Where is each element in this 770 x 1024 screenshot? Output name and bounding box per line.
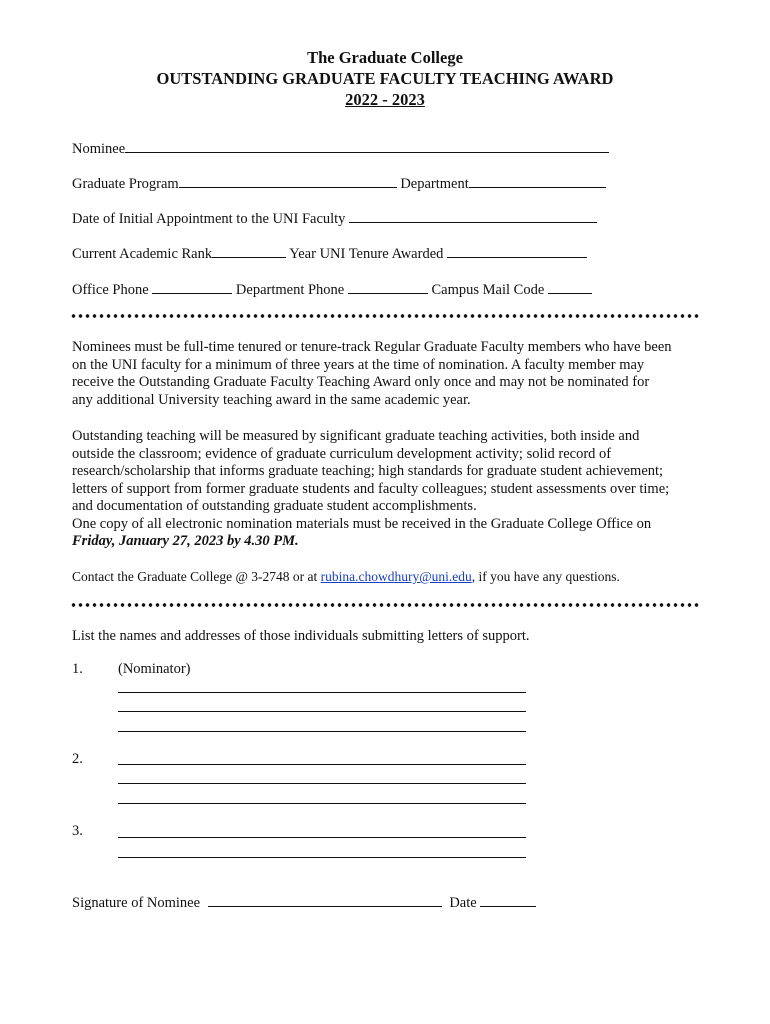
tenure-awarded-label: Year UNI Tenure Awarded <box>289 246 444 262</box>
support-item-1-line-1[interactable] <box>118 692 526 693</box>
support-instruction: List the names and addresses of those individuals submitting letters of support. <box>72 628 530 644</box>
academic-rank-label: Current Academic Rank <box>72 246 213 262</box>
tenure-awarded-blank[interactable] <box>447 244 587 258</box>
department-phone-label: Department Phone <box>235 282 345 298</box>
department-label: Department <box>400 176 469 192</box>
signature-label: Signature of Nominee <box>72 895 201 911</box>
support-item-1-line-3[interactable] <box>118 731 526 732</box>
support-item-1-number: 1. <box>72 661 83 677</box>
initial-appointment-blank[interactable] <box>349 209 597 223</box>
initial-appointment-label: Date of Initial Appointment to the UNI Faculty <box>72 211 346 227</box>
eligibility-paragraph: Nominees must be full-time tenured or tenure-track Regular Graduate Faculty members who have been on the UNI faculty for a minimum of three years at the time of nomination. A faculty member may receive the Outstanding Graduate Faculty Teaching Award only once and may not be nominated for any additional University teaching award in the same academic year. <box>72 339 672 408</box>
phone-mail-row <box>72 280 592 299</box>
support-item-3-number: 3. <box>72 823 83 839</box>
office-phone-label: Office Phone <box>72 282 149 298</box>
dotted-divider-bottom <box>70 603 700 607</box>
college-title: The Graduate College <box>307 48 463 67</box>
rank-tenure-row <box>72 244 587 263</box>
academic-rank-blank[interactable] <box>212 244 286 258</box>
contact-line: Contact the Graduate College @ 3-2748 or at rubina.chowdhury@uni.edu, if you have any questions. <box>72 569 620 584</box>
nominee-label: Nominee <box>72 141 126 157</box>
graduate-program-blank[interactable] <box>179 174 397 188</box>
nominee-field <box>72 139 609 158</box>
support-item-1-line-2[interactable] <box>118 711 526 712</box>
campus-mail-code-label: Campus Mail Code <box>431 282 545 298</box>
academic-year: 2022 - 2023 <box>345 90 425 109</box>
submission-deadline: Friday, January 27, 2023 by 4.30 PM. <box>72 533 299 549</box>
signature-blank[interactable] <box>208 893 442 907</box>
award-title: OUTSTANDING GRADUATE FACULTY TEACHING AWARD <box>156 69 614 88</box>
office-phone-blank[interactable] <box>152 280 232 294</box>
department-blank[interactable] <box>469 174 606 188</box>
program-department-row <box>72 174 606 193</box>
signature-row <box>72 893 536 912</box>
nominee-blank[interactable] <box>125 139 609 153</box>
support-item-3-line-2[interactable] <box>118 857 526 858</box>
nominator-label: (Nominator) <box>118 661 191 677</box>
support-item-2-line-1[interactable] <box>118 764 526 765</box>
department-phone-blank[interactable] <box>348 280 428 294</box>
graduate-program-label: Graduate Program <box>72 176 179 192</box>
criteria-paragraph: Outstanding teaching will be measured by significant graduate teaching activities, both inside and outside the classroom; evidence of graduate curriculum development activity; solid record of research/scholarship that informs graduate teaching; high standards for graduate student achievement; letters of support from former graduate students and faculty colleagues; student assessments over time; and documentation of outstanding graduate student accomplishments. One copy of all electronic nomination materials must be received in the Graduate College Office on Friday, January 27, 2023 by 4.30 PM. <box>72 428 702 551</box>
dotted-divider-top <box>70 314 700 318</box>
campus-mail-code-blank[interactable] <box>548 280 592 294</box>
date-label: Date <box>449 895 477 911</box>
support-item-3-line-1[interactable] <box>118 837 526 838</box>
contact-email-link[interactable]: rubina.chowdhury@uni.edu <box>320 569 472 584</box>
appointment-row <box>72 209 597 228</box>
support-item-2-line-2[interactable] <box>118 783 526 784</box>
support-item-2-line-3[interactable] <box>118 803 526 804</box>
date-blank[interactable] <box>480 893 536 907</box>
support-item-2-number: 2. <box>72 751 83 767</box>
